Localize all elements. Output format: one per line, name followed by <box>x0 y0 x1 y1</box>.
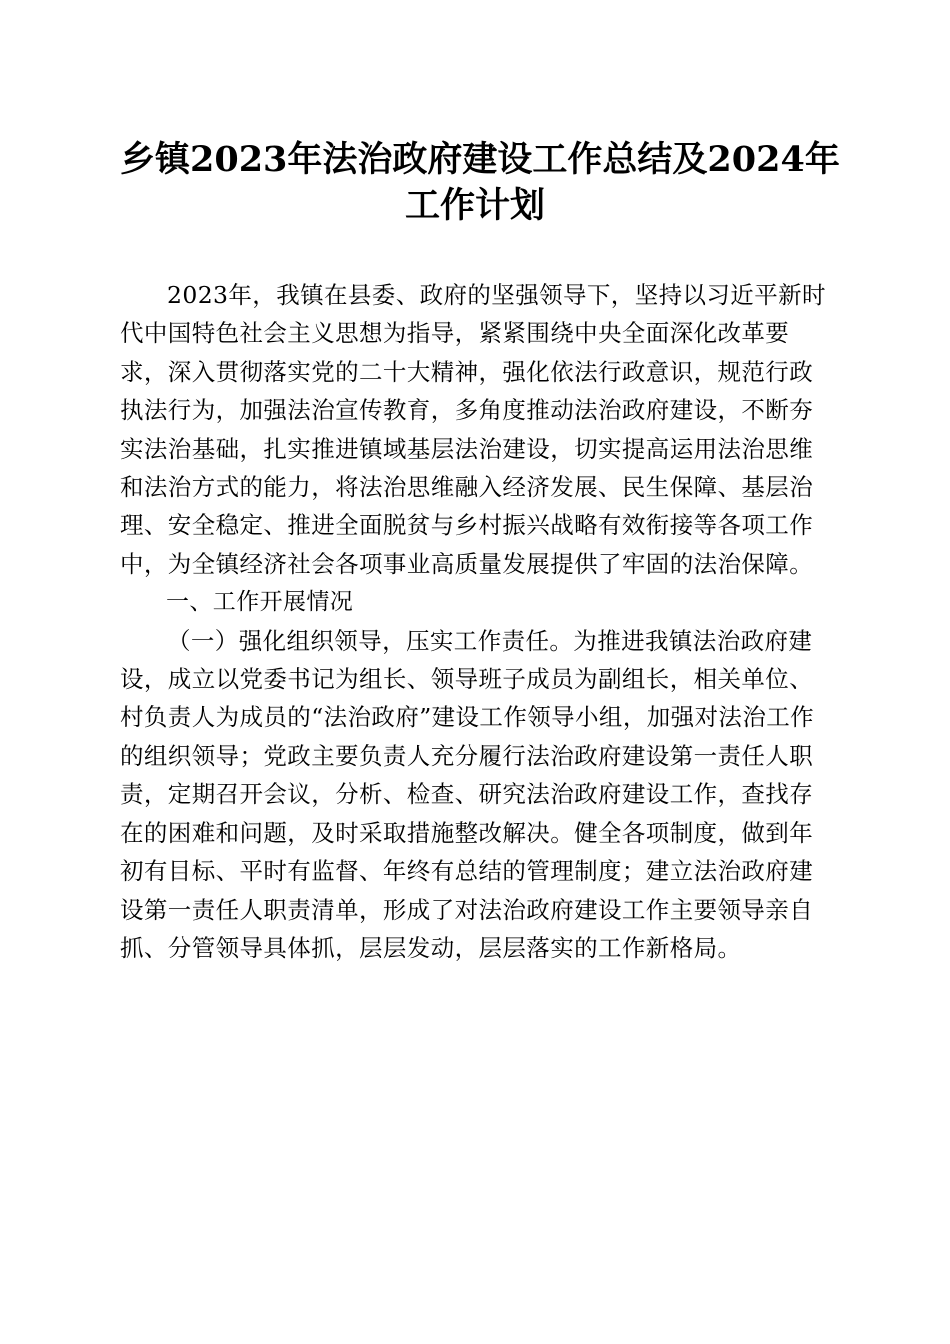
intro-paragraph: 2023年，我镇在县委、政府的坚强领导下，坚持以习近平新时代中国特色社会主义思想为指导，紧紧围绕中央全面深化改革要求，深入贯彻落实党的二十大精神，强化依法行政意识，规范行政执法行为，加强法治宣传教育，多角度推动法治政府建设，不断夯实法治基础，扎实推进镇域基层法治建设，切实提高运用法治思维和法治方式的能力，将法治思维融入经济发展、民生保障、基层治理、安全稳定、推进全面脱贫与乡村振兴战略有效衔接等各项工作中，为全镇经济社会各项事业高质量发展提供了牢固的法治保障。 <box>120 281 826 578</box>
section-paragraph: （一）强化组织领导，压实工作责任。为推进我镇法治政府建设，成立以党委书记为组长、领导班子成员为副组长，相关单位、村负责人为成员的“法治政府”建设工作领导小组，加强对法治工作的组织领导；党政主要负责人充分履行法治政府建设第一责任人职责，定期召开会议，分析、检查、研究法治政府建设工作，查找存在的困难和问题，及时采取措施整改解决。健全各项制度，做到年初有目标、平时有监督、年终有总结的管理制度；建立法治政府建设第一责任人职责清单，形成了对法治政府建设工作主要领导亲自抓、分管领导具体抓，层层发动，层层落实的工作新格局。 <box>120 626 815 962</box>
document-title-line-2: 工作计划 <box>404 185 545 226</box>
document-body <box>120 276 832 967</box>
document-title-line-1: 乡镇2023年法治政府建设工作总结及2024年 <box>120 139 840 180</box>
section-heading: 一、工作开展情况 <box>166 589 354 616</box>
